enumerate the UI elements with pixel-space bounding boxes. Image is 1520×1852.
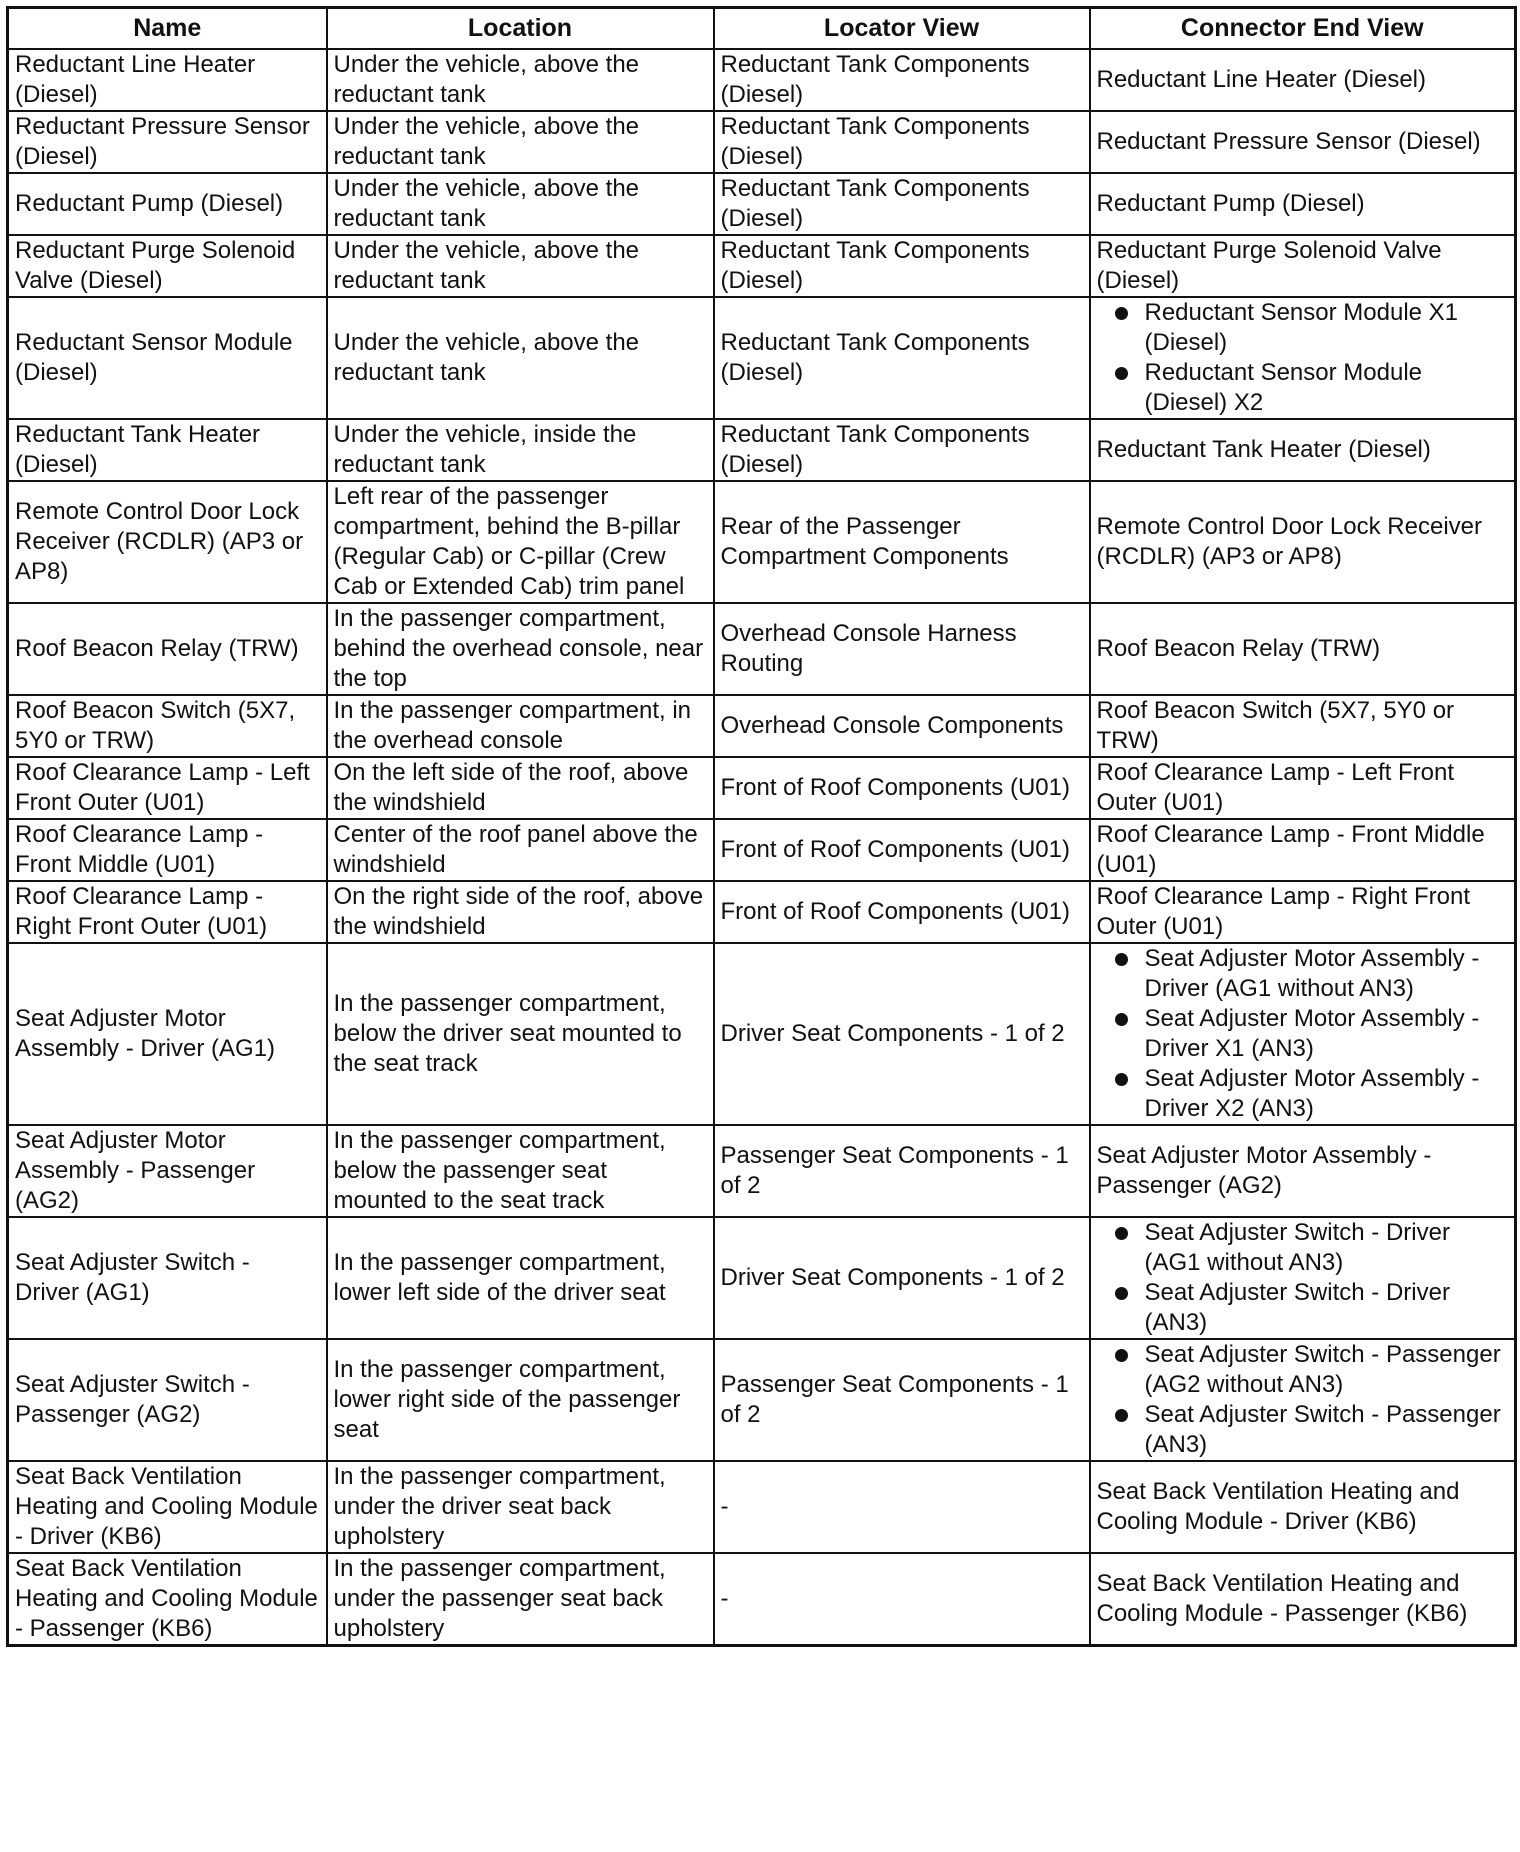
cell-name: Roof Beacon Switch (5X7, 5Y0 or TRW) (8, 695, 327, 757)
cell-locator-view: Reductant Tank Components (Diesel) (714, 49, 1090, 111)
table-body (8, 49, 1516, 1646)
connector-list-item: Seat Adjuster Switch - Driver (AN3) (1097, 1278, 1509, 1338)
table-row (8, 481, 1516, 603)
cell-location: In the passenger compartment, below the passenger seat mounted to the seat track (327, 1125, 714, 1217)
cell-locator-view: Reductant Tank Components (Diesel) (714, 111, 1090, 173)
cell-location: Under the vehicle, above the reductant tank (327, 111, 714, 173)
connector-list-item: Seat Adjuster Switch - Passenger (AG2 without AN3) (1097, 1340, 1509, 1400)
cell-name: Reductant Pump (Diesel) (8, 173, 327, 235)
cell-connector-end-view: Remote Control Door Lock Receiver (RCDLR) (AP3 or AP8) (1090, 481, 1516, 603)
cell-name: Reductant Sensor Module (Diesel) (8, 297, 327, 419)
connector-list (1097, 944, 1509, 1124)
cell-location: In the passenger compartment, under the passenger seat back upholstery (327, 1553, 714, 1646)
cell-name: Roof Clearance Lamp - Front Middle (U01) (8, 819, 327, 881)
table-row (8, 1217, 1516, 1339)
cell-name: Roof Clearance Lamp - Left Front Outer (U01) (8, 757, 327, 819)
header-location: Location (327, 8, 714, 49)
header-name: Name (8, 8, 327, 49)
cell-location: Under the vehicle, above the reductant tank (327, 297, 714, 419)
cell-connector-end-view: Roof Clearance Lamp - Front Middle (U01) (1090, 819, 1516, 881)
cell-locator-view: Front of Roof Components (U01) (714, 757, 1090, 819)
cell-location: On the left side of the roof, above the windshield (327, 757, 714, 819)
cell-name: Seat Back Ventilation Heating and Cooling Module - Passenger (KB6) (8, 1553, 327, 1646)
table-row (8, 881, 1516, 943)
cell-name: Seat Adjuster Motor Assembly - Driver (AG1) (8, 943, 327, 1125)
cell-location: In the passenger compartment, lower left side of the driver seat (327, 1217, 714, 1339)
cell-location: Under the vehicle, inside the reductant tank (327, 419, 714, 481)
cell-location: In the passenger compartment, below the driver seat mounted to the seat track (327, 943, 714, 1125)
cell-name: Seat Adjuster Motor Assembly - Passenger (AG2) (8, 1125, 327, 1217)
cell-name: Roof Clearance Lamp - Right Front Outer (U01) (8, 881, 327, 943)
cell-location: Center of the roof panel above the windshield (327, 819, 714, 881)
connector-list-item: Seat Adjuster Motor Assembly - Driver X1 (AN3) (1097, 1004, 1509, 1064)
cell-location: Under the vehicle, above the reductant tank (327, 173, 714, 235)
cell-connector-end-view: Seat Back Ventilation Heating and Cooling Module - Driver (KB6) (1090, 1461, 1516, 1553)
header-connector-end-view: Connector End View (1090, 8, 1516, 49)
cell-connector-end-view (1090, 943, 1516, 1125)
cell-connector-end-view (1090, 1339, 1516, 1461)
cell-locator-view: - (714, 1553, 1090, 1646)
cell-location: On the right side of the roof, above the windshield (327, 881, 714, 943)
table-row (8, 235, 1516, 297)
component-locator-table (6, 6, 1517, 1647)
cell-connector-end-view: Reductant Purge Solenoid Valve (Diesel) (1090, 235, 1516, 297)
cell-connector-end-view: Reductant Pump (Diesel) (1090, 173, 1516, 235)
cell-location: Under the vehicle, above the reductant tank (327, 49, 714, 111)
cell-connector-end-view: Seat Back Ventilation Heating and Cooling Module - Passenger (KB6) (1090, 1553, 1516, 1646)
cell-locator-view: Reductant Tank Components (Diesel) (714, 235, 1090, 297)
cell-name: Seat Adjuster Switch - Passenger (AG2) (8, 1339, 327, 1461)
cell-locator-view: Reductant Tank Components (Diesel) (714, 419, 1090, 481)
cell-connector-end-view: Roof Beacon Relay (TRW) (1090, 603, 1516, 695)
connector-list (1097, 1340, 1509, 1460)
cell-name: Reductant Pressure Sensor (Diesel) (8, 111, 327, 173)
cell-connector-end-view: Roof Beacon Switch (5X7, 5Y0 or TRW) (1090, 695, 1516, 757)
cell-location: In the passenger compartment, lower right side of the passenger seat (327, 1339, 714, 1461)
cell-connector-end-view: Seat Adjuster Motor Assembly - Passenger (AG2) (1090, 1125, 1516, 1217)
table-row (8, 1125, 1516, 1217)
table-row (8, 297, 1516, 419)
connector-list-item: Seat Adjuster Motor Assembly - Driver (AG1 without AN3) (1097, 944, 1509, 1004)
table-row (8, 695, 1516, 757)
cell-location: In the passenger compartment, under the driver seat back upholstery (327, 1461, 714, 1553)
table-row (8, 943, 1516, 1125)
cell-locator-view: Overhead Console Harness Routing (714, 603, 1090, 695)
table-row (8, 1339, 1516, 1461)
cell-locator-view: Front of Roof Components (U01) (714, 881, 1090, 943)
connector-list-item: Reductant Sensor Module X1 (Diesel) (1097, 298, 1509, 358)
cell-connector-end-view (1090, 297, 1516, 419)
cell-locator-view: - (714, 1461, 1090, 1553)
cell-name: Seat Adjuster Switch - Driver (AG1) (8, 1217, 327, 1339)
table-row (8, 173, 1516, 235)
cell-connector-end-view: Reductant Pressure Sensor (Diesel) (1090, 111, 1516, 173)
cell-locator-view: Rear of the Passenger Compartment Components (714, 481, 1090, 603)
cell-name: Remote Control Door Lock Receiver (RCDLR) (AP3 or AP8) (8, 481, 327, 603)
cell-location: In the passenger compartment, behind the overhead console, near the top (327, 603, 714, 695)
connector-list-item: Seat Adjuster Switch - Passenger (AN3) (1097, 1400, 1509, 1460)
cell-locator-view: Driver Seat Components - 1 of 2 (714, 1217, 1090, 1339)
header-row (8, 8, 1516, 49)
table-row (8, 111, 1516, 173)
table-row (8, 603, 1516, 695)
cell-name: Reductant Tank Heater (Diesel) (8, 419, 327, 481)
cell-locator-view: Overhead Console Components (714, 695, 1090, 757)
table-row (8, 819, 1516, 881)
cell-location: In the passenger compartment, in the overhead console (327, 695, 714, 757)
table-row (8, 1461, 1516, 1553)
cell-name: Reductant Purge Solenoid Valve (Diesel) (8, 235, 327, 297)
table-row (8, 1553, 1516, 1646)
cell-connector-end-view (1090, 1217, 1516, 1339)
header-locator-view: Locator View (714, 8, 1090, 49)
connector-list-item: Seat Adjuster Switch - Driver (AG1 without AN3) (1097, 1218, 1509, 1278)
connector-list (1097, 298, 1509, 418)
table-row (8, 757, 1516, 819)
cell-location: Left rear of the passenger compartment, behind the B-pillar (Regular Cab) or C-pillar (Crew Cab or Extended Cab) trim panel (327, 481, 714, 603)
cell-locator-view: Front of Roof Components (U01) (714, 819, 1090, 881)
cell-locator-view: Passenger Seat Components - 1 of 2 (714, 1339, 1090, 1461)
connector-list (1097, 1218, 1509, 1338)
cell-locator-view: Reductant Tank Components (Diesel) (714, 297, 1090, 419)
cell-connector-end-view: Roof Clearance Lamp - Left Front Outer (U01) (1090, 757, 1516, 819)
cell-connector-end-view: Reductant Tank Heater (Diesel) (1090, 419, 1516, 481)
cell-connector-end-view: Reductant Line Heater (Diesel) (1090, 49, 1516, 111)
cell-location: Under the vehicle, above the reductant tank (327, 235, 714, 297)
connector-list-item: Seat Adjuster Motor Assembly - Driver X2 (AN3) (1097, 1064, 1509, 1124)
connector-list-item: Reductant Sensor Module (Diesel) X2 (1097, 358, 1509, 418)
cell-locator-view: Driver Seat Components - 1 of 2 (714, 943, 1090, 1125)
cell-name: Reductant Line Heater (Diesel) (8, 49, 327, 111)
table-row (8, 419, 1516, 481)
cell-connector-end-view: Roof Clearance Lamp - Right Front Outer (U01) (1090, 881, 1516, 943)
cell-locator-view: Passenger Seat Components - 1 of 2 (714, 1125, 1090, 1217)
table-row (8, 49, 1516, 111)
cell-locator-view: Reductant Tank Components (Diesel) (714, 173, 1090, 235)
cell-name: Seat Back Ventilation Heating and Cooling Module - Driver (KB6) (8, 1461, 327, 1553)
cell-name: Roof Beacon Relay (TRW) (8, 603, 327, 695)
